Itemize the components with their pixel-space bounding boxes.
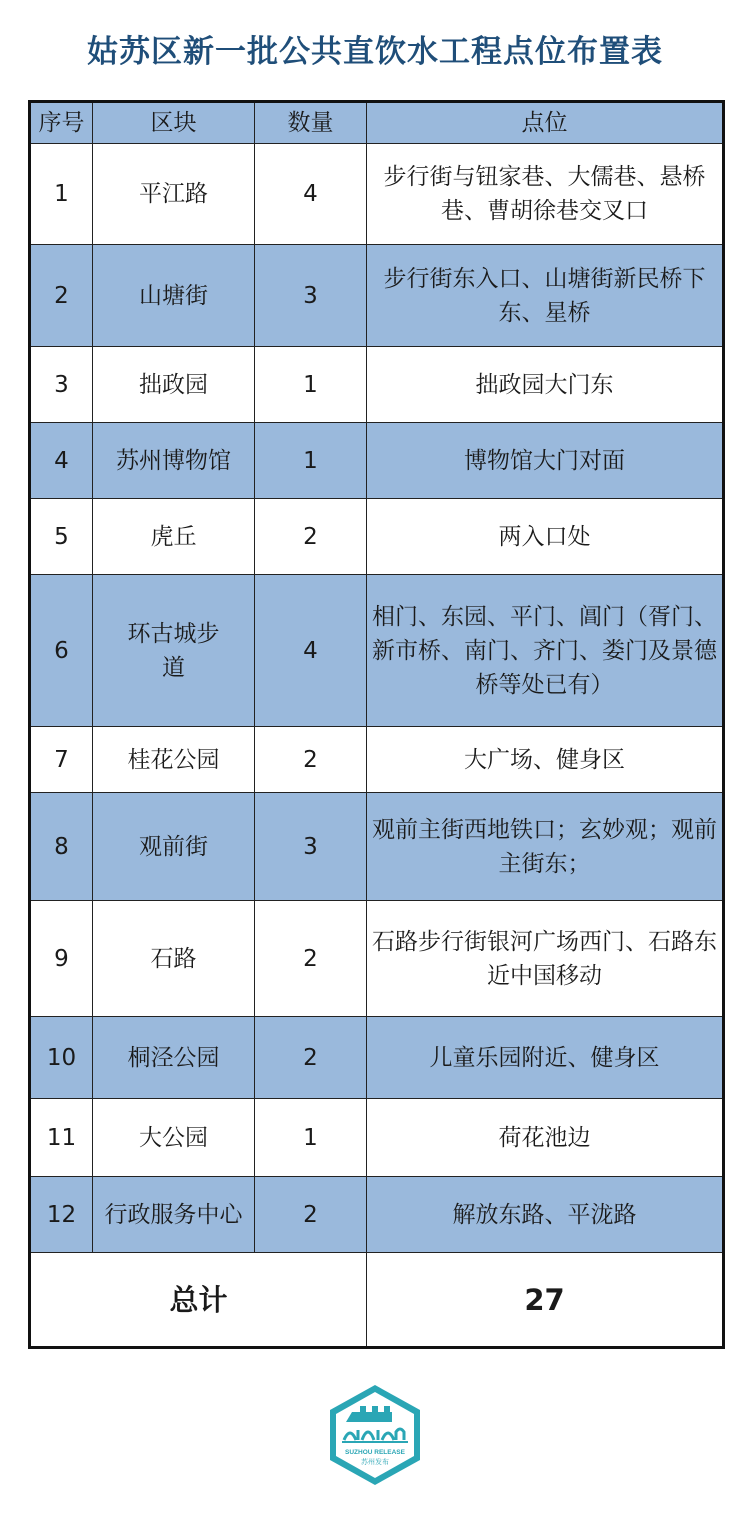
row-no: 10	[30, 1017, 93, 1099]
table-row	[30, 347, 724, 423]
row-qty: 3	[255, 245, 367, 347]
row-location: 博物馆大门对面	[367, 423, 724, 499]
row-no: 3	[30, 347, 93, 423]
row-block: 大公园	[93, 1099, 255, 1177]
row-block: 桂花公园	[93, 727, 255, 793]
row-block: 环古城步道	[93, 575, 255, 727]
table-row	[30, 144, 724, 245]
suzhou-release-logo-icon	[322, 1382, 428, 1488]
row-qty: 3	[255, 793, 367, 901]
row-location: 解放东路、平泷路	[367, 1177, 724, 1253]
row-qty: 1	[255, 423, 367, 499]
row-no: 12	[30, 1177, 93, 1253]
row-no: 1	[30, 144, 93, 245]
header-qty: 数量	[255, 102, 367, 144]
row-block: 桐泾公园	[93, 1017, 255, 1099]
header-location: 点位	[367, 102, 724, 144]
total-row	[30, 1253, 724, 1348]
row-qty: 1	[255, 1099, 367, 1177]
row-qty: 2	[255, 1017, 367, 1099]
table-row	[30, 1099, 724, 1177]
table-row	[30, 727, 724, 793]
row-no: 4	[30, 423, 93, 499]
row-no: 2	[30, 245, 93, 347]
row-qty: 2	[255, 901, 367, 1017]
row-no: 6	[30, 575, 93, 727]
table-row	[30, 423, 724, 499]
row-location: 石路步行街银河广场西门、石路东近中国移动	[367, 901, 724, 1017]
logo-text-en: SUZHOU RELEASE	[345, 1449, 405, 1456]
table-header-row	[30, 102, 724, 144]
row-location: 两入口处	[367, 499, 724, 575]
total-label: 总计	[30, 1253, 367, 1348]
row-qty: 1	[255, 347, 367, 423]
header-block: 区块	[93, 102, 255, 144]
logo-text-cn: 苏州发布	[361, 1458, 389, 1466]
row-location: 大广场、健身区	[367, 727, 724, 793]
row-qty: 2	[255, 499, 367, 575]
row-no: 7	[30, 727, 93, 793]
row-block: 行政服务中心	[93, 1177, 255, 1253]
row-qty: 4	[255, 575, 367, 727]
row-location: 步行街东入口、山塘街新民桥下东、星桥	[367, 245, 724, 347]
table-row	[30, 793, 724, 901]
row-qty: 2	[255, 1177, 367, 1253]
header-no: 序号	[30, 102, 93, 144]
row-qty: 2	[255, 727, 367, 793]
row-location: 荷花池边	[367, 1099, 724, 1177]
row-block: 苏州博物馆	[93, 423, 255, 499]
row-location: 相门、东园、平门、阊门（胥门、新市桥、南门、齐门、娄门及景德桥等处已有）	[367, 575, 724, 727]
table-row	[30, 575, 724, 727]
row-location: 儿童乐园附近、健身区	[367, 1017, 724, 1099]
row-location: 拙政园大门东	[367, 347, 724, 423]
row-no: 8	[30, 793, 93, 901]
table-row	[30, 901, 724, 1017]
row-no: 9	[30, 901, 93, 1017]
row-no: 11	[30, 1099, 93, 1177]
row-qty: 4	[255, 144, 367, 245]
table-row	[30, 1017, 724, 1099]
table-row	[30, 499, 724, 575]
total-value: 27	[367, 1253, 724, 1348]
row-location: 步行街与钮家巷、大儒巷、悬桥巷、曹胡徐巷交叉口	[367, 144, 724, 245]
row-block: 拙政园	[93, 347, 255, 423]
row-block: 平江路	[93, 144, 255, 245]
row-location: 观前主街西地铁口；玄妙观；观前主街东；	[367, 793, 724, 901]
table-row	[30, 1177, 724, 1253]
points-table	[28, 100, 725, 1349]
row-block: 山塘街	[93, 245, 255, 347]
page-title: 姑苏区新一批公共直饮水工程点位布置表	[87, 34, 663, 70]
table-row	[30, 245, 724, 347]
row-block: 石路	[93, 901, 255, 1017]
row-no: 5	[30, 499, 93, 575]
row-block: 虎丘	[93, 499, 255, 575]
row-block: 观前街	[93, 793, 255, 901]
